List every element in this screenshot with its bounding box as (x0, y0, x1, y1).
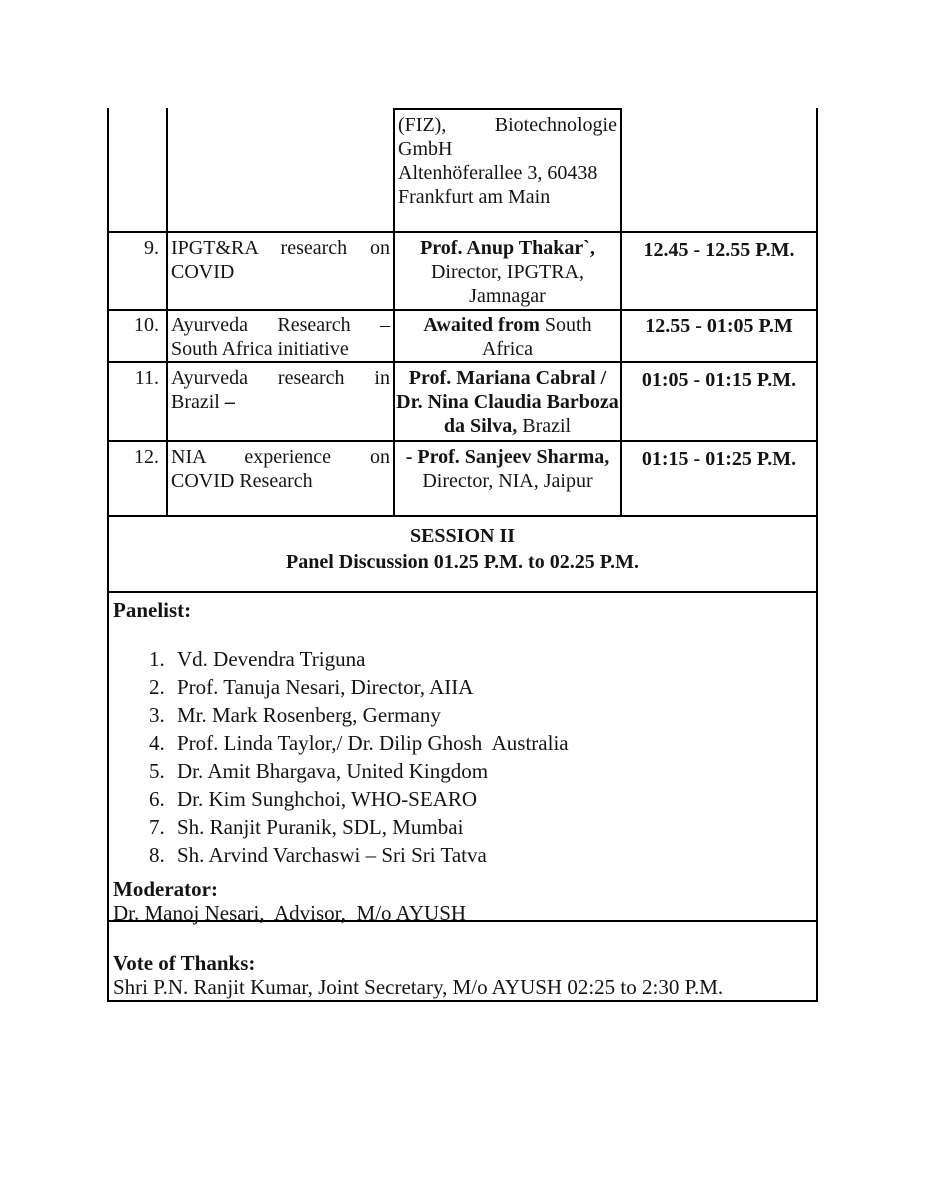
topic-line: Ayurveda Research – (171, 314, 390, 336)
time-slot: 12.55 - 01:05 P.M (622, 311, 818, 361)
row-number: 9. (109, 233, 168, 309)
item-text: Sh. Ranjit Puranik, SDL, Mumbai (177, 815, 464, 839)
speaker-origin: South Africa (481, 314, 592, 360)
continuation-row (107, 108, 818, 233)
schedule-row-10 (107, 311, 818, 363)
topic-dash: – (224, 391, 235, 413)
panelist-item (113, 757, 812, 785)
speaker-line: (FIZ), Biotechnologie (398, 114, 617, 136)
speaker-role: Jamnagar (469, 285, 546, 307)
item-text: Dr. Kim Sunghchoi, WHO-SEARO (177, 787, 478, 811)
topic-cell (168, 233, 395, 309)
moderator-heading: Moderator: (113, 877, 218, 901)
session-subtitle: Panel Discussion 01.25 P.M. to 02.25 P.M. (286, 551, 639, 573)
topic-cell (168, 442, 395, 515)
item-number: 8. (149, 843, 165, 867)
time-slot: 01:15 - 01:25 P.M. (622, 442, 818, 515)
topic-line: COVID Research (171, 470, 313, 492)
speaker-names: Prof. Mariana Cabral / Dr. Nina Claudia Barboza da Silva, (396, 367, 619, 437)
schedule-row-9 (107, 233, 818, 311)
panelist-item (113, 645, 812, 673)
topic-cell (168, 363, 395, 440)
item-number: 4. (149, 731, 165, 755)
topic-line: Brazil – (171, 391, 235, 413)
item-number: 5. (149, 759, 165, 783)
speaker-cell (395, 108, 622, 231)
item-text: Prof. Tanuja Nesari, Director, AIIA (177, 675, 474, 699)
panelist-item (113, 673, 812, 701)
item-number: 6. (149, 787, 165, 811)
speaker-role: Director, IPGTRA, (430, 261, 585, 283)
panelist-item (113, 841, 812, 869)
topic-cell (168, 108, 395, 231)
topic-line: Ayurveda research in (171, 367, 390, 389)
row-number: 10. (109, 311, 168, 361)
time-slot: 01:05 - 01:15 P.M. (622, 363, 818, 440)
item-number: 2. (149, 675, 165, 699)
speaker-status: Awaited from (423, 314, 540, 336)
speaker-cell (395, 363, 622, 440)
speaker-cell (395, 311, 622, 361)
speaker-line: GmbH (398, 138, 453, 160)
speaker-cell (395, 233, 622, 309)
speaker-line: Altenhöferallee 3, 60438 (398, 162, 598, 184)
panelist-list (113, 645, 812, 869)
session-title: SESSION II (409, 525, 516, 547)
topic-line: IPGT&RA research on (171, 237, 390, 259)
panelist-item (113, 701, 812, 729)
panelist-item (113, 729, 812, 757)
item-text: Mr. Mark Rosenberg, Germany (177, 703, 441, 727)
session-banner (107, 517, 818, 593)
panelist-heading: Panelist: (113, 598, 192, 622)
moderator-name: Dr. Manoj Nesari, Advisor, M/o AYUSH (113, 901, 467, 925)
row-number: 11. (109, 363, 168, 440)
speaker-country: Brazil (517, 415, 572, 437)
topic-line: South Africa initiative (171, 338, 349, 360)
topic-line: NIA experience on (171, 446, 390, 468)
row-number-cell (109, 108, 168, 231)
item-number: 3. (149, 703, 165, 727)
time-cell (622, 108, 818, 231)
topic-cell (168, 311, 395, 361)
item-number: 1. (149, 647, 165, 671)
topic-line: COVID (171, 261, 235, 283)
time-slot: 12.45 - 12.55 P.M. (622, 233, 818, 309)
item-text: Vd. Devendra Triguna (177, 647, 366, 671)
vote-of-thanks-line: Shri P.N. Ranjit Kumar, Joint Secretary, M/o AYUSH 02:25 to 2:30 P.M. (113, 975, 724, 999)
row-number: 12. (109, 442, 168, 515)
speaker-cell (395, 442, 622, 515)
schedule-row-12 (107, 442, 818, 517)
item-text: Dr. Amit Bhargava, United Kingdom (177, 759, 489, 783)
panelist-section (107, 593, 818, 925)
agenda-document (107, 108, 818, 1002)
vote-of-thanks-heading: Vote of Thanks: (113, 951, 256, 975)
item-number: 7. (149, 815, 165, 839)
panelist-item (113, 785, 812, 813)
item-text: Sh. Arvind Varchaswi – Sri Sri Tatva (177, 843, 487, 867)
schedule-row-11 (107, 363, 818, 442)
speaker-name: Prof. Anup Thakar`, (420, 237, 595, 259)
speaker-role: Director, NIA, Jaipur (422, 470, 593, 492)
vote-of-thanks-section (107, 922, 818, 1002)
speaker-line: Frankfurt am Main (398, 186, 551, 208)
panelist-item (113, 813, 812, 841)
speaker-name: - Prof. Sanjeev Sharma, (405, 446, 610, 468)
item-text: Prof. Linda Taylor,/ Dr. Dilip Ghosh Australia (177, 731, 569, 755)
